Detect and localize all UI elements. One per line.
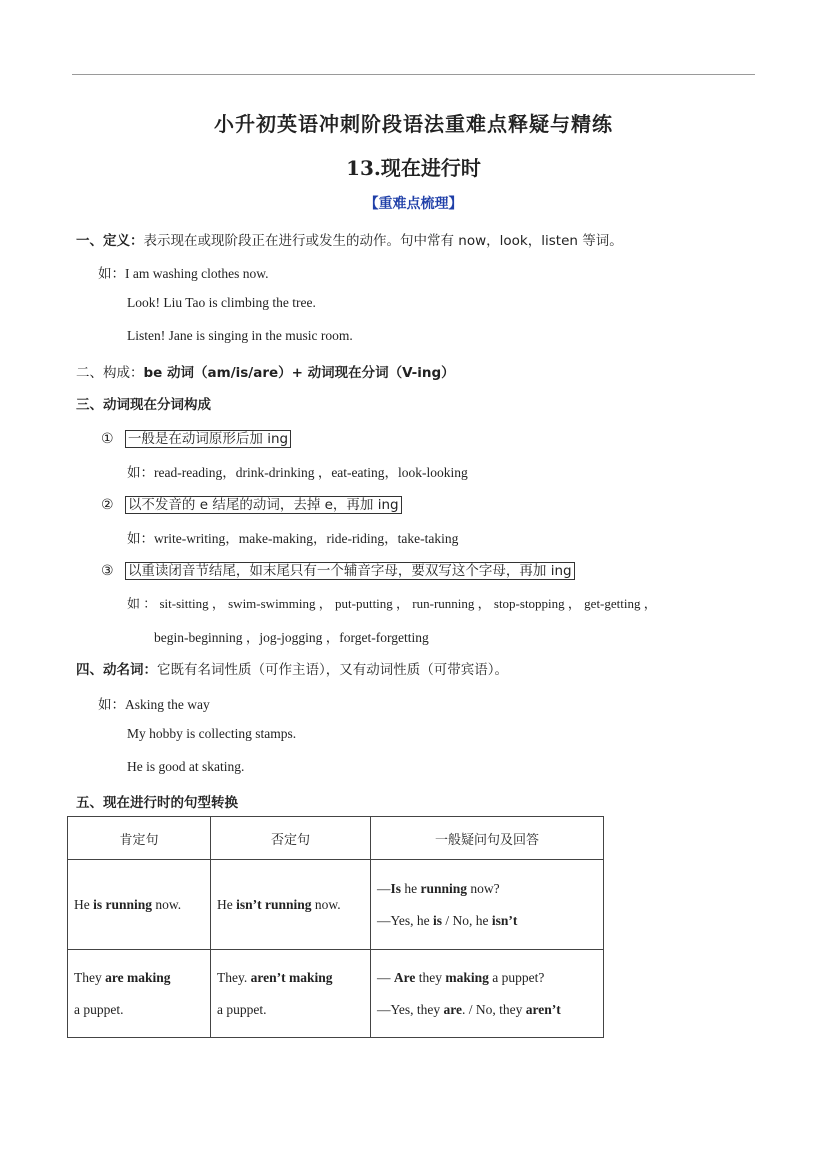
negative-cell: He isn’t running now. — [211, 860, 371, 950]
question-line: — Are they making a puppet? — [377, 969, 545, 985]
structure-formula: be 动词（am/is/are）+ 动词现在分词（V-ing） — [143, 365, 455, 381]
question-line: —Is he running now? — [377, 880, 500, 896]
table-header-row — [68, 817, 604, 860]
structure-heading: 二、构成： — [76, 365, 144, 381]
table-row — [68, 950, 604, 1038]
table-header-cell: 否定句 — [211, 817, 371, 860]
rule-3-example: 如 ： sit-sitting ， swim-swimming ， put-putting ， run-running ， stop-stopping ， get-getting ， — [127, 596, 657, 611]
transform-heading: 五、现在进行时的句型转换 — [76, 795, 238, 811]
rule-3 — [101, 559, 575, 579]
table-header-cell: 一般疑问句及回答 — [371, 817, 604, 860]
header-rule — [72, 74, 755, 75]
rule-number: ③ — [101, 563, 114, 579]
definition-text: 表示现在或现阶段正在进行或发生的动作。句中常有 now，look，listen 等词。 — [143, 233, 623, 249]
participle-heading: 三、动词现在分词构成 — [76, 397, 211, 413]
rule-1-example: 如：read-reading，drink-drinking ，eat-eating，look-looking — [127, 465, 468, 480]
definition-heading: 一、定义： — [76, 233, 144, 249]
gerund-example-1: 如：Asking the way — [98, 697, 210, 713]
gerund-heading: 四、动名词： — [76, 662, 157, 678]
definition-example-2: Look! Liu Tao is climbing the tree. — [127, 295, 316, 310]
document-subtitle: 13.现在进行时 — [346, 156, 481, 180]
rule-number: ① — [101, 431, 114, 447]
affirmative-cell: They are making a puppet. — [68, 950, 211, 1038]
rule-number: ② — [101, 497, 114, 513]
rule-text: 一般是在动词原形后加 ing — [125, 430, 291, 448]
rule-text: 以重读闭音节结尾，如末尾只有一个辅音字母，要双写这个字母，再加 ing — [125, 562, 575, 580]
document-title: 小升初英语冲刺阶段语法重难点释疑与精练 — [214, 112, 613, 136]
answer-line: —Yes, they are. / No, they aren’t — [377, 1001, 561, 1017]
rule-3-example-cont: begin-beginning ，jog-jogging ，forget-forgetting — [154, 630, 429, 645]
structure-line — [76, 361, 455, 381]
gerund-line — [76, 658, 508, 678]
question-cell — [371, 950, 604, 1038]
gerund-example-3: He is good at skating. — [127, 759, 245, 774]
answer-line: —Yes, he is / No, he isn’t — [377, 912, 518, 928]
gerund-text: 它既有名词性质（可作主语），又有动词性质（可带宾语）。 — [157, 662, 508, 678]
table-row — [68, 860, 604, 950]
definition-example-1: 如：I am washing clothes now. — [98, 266, 269, 282]
affirmative-cell: He is running now. — [68, 860, 211, 950]
rule-2-example: 如：write-writing，make-making，ride-riding，take-taking — [127, 531, 459, 546]
rule-text: 以不发音的 e 结尾的动词，去掉 e，再加 ing — [125, 496, 402, 514]
rule-2 — [101, 493, 402, 513]
sentence-transform-table — [67, 816, 604, 1038]
question-cell — [371, 860, 604, 950]
example-label: 如： — [98, 266, 125, 282]
negative-cell: They. aren’t making a puppet. — [211, 950, 371, 1038]
gerund-example-2: My hobby is collecting stamps. — [127, 726, 297, 741]
table-header-cell: 肯定句 — [68, 817, 211, 860]
example-label: 如： — [98, 697, 125, 713]
rule-1 — [101, 427, 291, 447]
definition-example-3: Listen! Jane is singing in the music room. — [127, 328, 353, 343]
section-tag: 【重难点梳理】 — [364, 197, 463, 212]
definition-line — [76, 229, 623, 249]
